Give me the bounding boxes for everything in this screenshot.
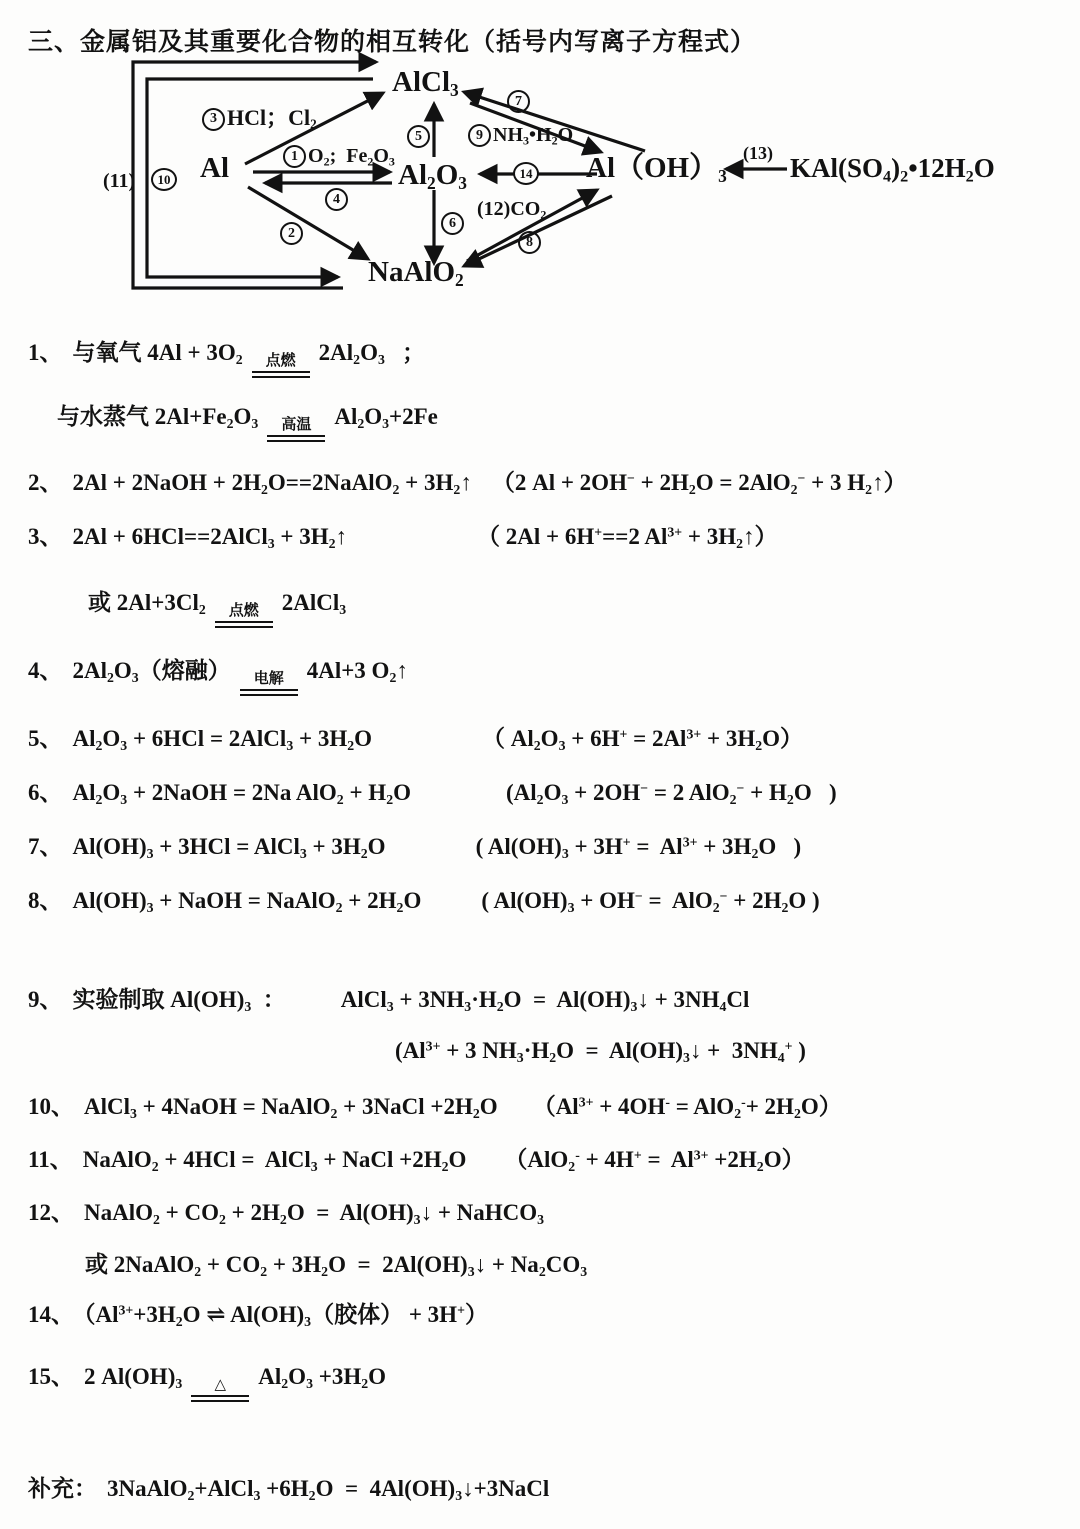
node-kalso4: $KAl(SO_4)_2•12H_2O$ bbox=[790, 153, 995, 186]
equation-number: 9、 bbox=[28, 987, 63, 1012]
equation-rhs: $Al_2O_3+2Fe$ bbox=[334, 404, 438, 431]
circled-6-icon: 6 bbox=[441, 212, 464, 235]
edge-label-2 bbox=[280, 222, 303, 245]
equation-main: $Al_2O_3 + 6HCl$ = 2AlCl$_3$ + $3H_2O$ bbox=[72, 726, 373, 753]
equation-lhs: 与氧气 $4Al + 3O_2$ bbox=[72, 340, 243, 367]
edge-label-13 bbox=[743, 144, 773, 164]
condition-equals bbox=[267, 418, 325, 442]
node-al: Al bbox=[200, 152, 229, 184]
equation-lhs: $2Al_2O_3$（熔融） bbox=[72, 658, 231, 685]
equation-row-11 bbox=[28, 1145, 805, 1176]
condition-equals bbox=[215, 604, 273, 628]
equation-row-10 bbox=[28, 1092, 842, 1123]
equation-row-12-alt bbox=[85, 1250, 587, 1281]
ion-equation: $(Al^{3+} + 4OH^- = AlO_2^-+ 2H_2O)$ bbox=[532, 1094, 842, 1121]
edge-label-11-text: (11) bbox=[103, 170, 136, 192]
equation-rhs: 4Al+3 $O_2↑$ bbox=[306, 658, 408, 685]
ion-equation: ( $Al(OH)_3 + OH^- = AlO_2^- + 2H_2O$ ) bbox=[481, 888, 820, 915]
equation-main: AlCl$_3$ + 4NaOH = NaAlO$_2$ + 3NaCl $+2H_2O$ bbox=[84, 1094, 498, 1121]
equation-main: （$Al^{3+}+3H_2O$ ⇌ $Al(OH)_3$（胶体） + 3H+） bbox=[84, 1302, 488, 1329]
equation-main: 或 2NaAlO$_2$ + $CO_2 + 3H_2O$ = $2Al(OH)_3↓ + Na_2CO_3$ bbox=[85, 1252, 588, 1279]
equation-main: $Al_2O_3$ + 2NaOH = 2Na $AlO_2 + H_2O$ bbox=[72, 780, 411, 807]
circled-4-icon: 4 bbox=[325, 188, 348, 211]
equation-rhs: $Al_2O_3 +3H_2O$ bbox=[258, 1364, 387, 1391]
equation-row-2 bbox=[28, 468, 907, 499]
equation-number: 5、 bbox=[28, 726, 63, 751]
equation-number: 4、 bbox=[28, 658, 63, 683]
edge-label-5 bbox=[407, 125, 430, 148]
equation-row-9-ion bbox=[395, 1036, 806, 1067]
equation-main: $Al(OH)_3$ + NaOH = NaAlO$_2$ + $2H_2O$ bbox=[72, 888, 422, 915]
equation-row-14 bbox=[28, 1300, 488, 1331]
edge-label-9 bbox=[468, 124, 573, 148]
condition-equals bbox=[240, 672, 298, 696]
circled-14-icon: 14 bbox=[513, 162, 539, 185]
circled-2-icon: 2 bbox=[280, 222, 303, 245]
node-alcl3: AlCl$_3$ bbox=[392, 66, 459, 100]
equation-main: $Al(OH)_3 + 3HCl$ = AlCl$_3$ + $3H_2O$ bbox=[72, 834, 386, 861]
circled-10-icon: 10 bbox=[151, 168, 177, 191]
edge-label-12-text: $(12)CO_2$ bbox=[477, 198, 547, 222]
equation-row-3 bbox=[28, 522, 778, 553]
equation-row-1b bbox=[57, 402, 438, 442]
condition-label: 点燃 bbox=[228, 603, 259, 619]
equation-number: 11、 bbox=[28, 1147, 73, 1172]
equation-number: 14、 bbox=[28, 1302, 74, 1327]
condition-equals bbox=[252, 354, 310, 378]
equation-rhs: 2AlCl$_3$ bbox=[281, 590, 347, 617]
node-al2o3: $Al_2O_3$ bbox=[398, 159, 467, 193]
equation-number: 补充： bbox=[28, 1476, 97, 1501]
equation-label: 实验制取 $Al(OH)_3$ ： bbox=[72, 987, 286, 1014]
equation-number: 8、 bbox=[28, 888, 63, 913]
equation-row-supplement bbox=[28, 1474, 549, 1505]
circled-9-icon: 9 bbox=[468, 124, 491, 147]
equation-main: 2Al + 2NaOH + $2H_2O==2NaAlO_2$ + $3H_2↑$ bbox=[72, 470, 472, 497]
circled-1-icon: 1 bbox=[283, 145, 306, 168]
equation-number: 1、 bbox=[28, 340, 63, 365]
circled-7-icon: 7 bbox=[507, 90, 530, 113]
edge-label-4 bbox=[325, 188, 348, 211]
double-equals-icon bbox=[267, 435, 325, 442]
circled-3-icon: 3 bbox=[202, 108, 225, 131]
equation-row-6 bbox=[28, 778, 837, 809]
circled-8-icon: 8 bbox=[518, 231, 541, 254]
equation-main: NaAlO$_2$ + 4HCl = AlCl$_3$ + NaCl $+2H_2O$ bbox=[82, 1147, 467, 1174]
double-equals-icon bbox=[191, 1395, 249, 1402]
node-aloh3: $Al(OH)_3$ bbox=[586, 152, 727, 186]
ion-equation: （ $Al_2O_3 + 6H^+ = 2Al^{3+} + 3H_2O$） bbox=[482, 726, 804, 753]
ion-equation: ( $Al(OH)_3 + 3H^+ = Al^{3+} + 3H_2O$ ) bbox=[475, 834, 802, 861]
equation-rhs: $2Al_2O_3$ ； bbox=[318, 340, 426, 367]
equation-row-7 bbox=[28, 832, 801, 863]
double-equals-icon bbox=[240, 689, 298, 696]
equation-row-12 bbox=[28, 1198, 544, 1229]
equation-number: 2、 bbox=[28, 470, 63, 495]
equation-row-8 bbox=[28, 886, 820, 917]
equation-number: 15、 bbox=[28, 1364, 74, 1389]
equation-main: 2Al + 6HCl==2AlCl$_3$ + $3H_2↑$ bbox=[72, 524, 348, 551]
edge-label-7 bbox=[507, 90, 530, 113]
node-naalo2: NaAlO$_2$ bbox=[368, 256, 464, 290]
edge-label-1 bbox=[283, 145, 395, 169]
edge-label-6 bbox=[441, 212, 464, 235]
equation-main: AlCl$_3$ + $3NH_3\cdot H_2O$ = $Al(OH)_3↓ + 3NH_4Cl$ bbox=[340, 987, 750, 1014]
edge-label-3 bbox=[202, 106, 317, 132]
equation-row-5 bbox=[28, 724, 803, 755]
condition-label: 点燃 bbox=[265, 353, 296, 369]
equation-row-15 bbox=[28, 1362, 386, 1402]
condition-equals bbox=[191, 1378, 249, 1402]
equation-row-1 bbox=[28, 338, 425, 378]
edge-label-12 bbox=[477, 198, 546, 222]
circled-5-icon: 5 bbox=[407, 125, 430, 148]
equation-lhs: 或 $2Al+3Cl_2$ bbox=[88, 590, 206, 617]
edge-label-13-text: (13) bbox=[743, 143, 773, 163]
ion-equation: （2 $Al + 2OH^- + 2H_2O = 2AlO_2^- + 3$ $H_2↑$） bbox=[491, 470, 907, 497]
equation-number: 7、 bbox=[28, 834, 63, 859]
edge-label-11 bbox=[103, 170, 135, 192]
equation-row-9 bbox=[28, 985, 749, 1016]
condition-label: △ bbox=[214, 1377, 227, 1393]
double-equals-icon bbox=[252, 371, 310, 378]
equation-row-3-alt bbox=[88, 588, 346, 628]
equation-row-4 bbox=[28, 656, 408, 696]
ion-equation: $(AlO_2^- + 4H^+ = Al^{3+} +2H_2O)$ bbox=[504, 1147, 805, 1174]
page-title: 三、金属铝及其重要化合物的相互转化（括号内写离子方程式） bbox=[28, 28, 757, 56]
equation-lhs: 2 $Al(OH)_3$ bbox=[84, 1364, 183, 1391]
equation-number: 10、 bbox=[28, 1094, 74, 1119]
edge-label-8 bbox=[518, 231, 541, 254]
ion-equation: （ 2Al + 6H+==2 $Al^{3+}$ + $3H_2↑$） bbox=[477, 524, 778, 551]
edge-label-14 bbox=[513, 162, 539, 185]
condition-label: 电解 bbox=[253, 671, 284, 687]
equation-main: NaAlO$_2$ + $CO_2 + 2H_2O$ = $Al(OH)_3↓$ + NaHCO$_3$ bbox=[84, 1200, 545, 1227]
equation-main: 3NaAlO$_2$+AlCl$_3$ $+6H_2O$ = $4Al(OH)_3↓+3NaCl$ bbox=[107, 1476, 550, 1503]
edge-label-9-text: $NH_3•H_2O$ bbox=[493, 124, 574, 148]
equation-number: 3、 bbox=[28, 524, 63, 549]
edge-label-10 bbox=[151, 168, 177, 191]
double-equals-icon bbox=[215, 621, 273, 628]
transformation-diagram bbox=[0, 0, 1080, 330]
arrow-2 bbox=[248, 187, 368, 259]
equation-number: 6、 bbox=[28, 780, 63, 805]
ion-equation: ($Al_2O_3 + 2OH^- = 2$ $AlO_2^- + H_2O$ ) bbox=[506, 780, 837, 807]
equation-lhs: 与水蒸气 $2Al+Fe_2O_3$ bbox=[57, 404, 259, 431]
ion-equation: ($Al^{3+} + 3$ $NH_3\cdot H_2O$ = $Al(OH)_3↓ + 3NH_4^+$ ) bbox=[395, 1038, 806, 1065]
condition-label: 高温 bbox=[281, 417, 312, 433]
edge-label-1-text: $O_2$; $Fe_2O_3$ bbox=[308, 145, 395, 169]
equation-number: 12、 bbox=[28, 1200, 74, 1225]
edge-label-3-text: HCl；$Cl_2$ bbox=[227, 105, 317, 132]
